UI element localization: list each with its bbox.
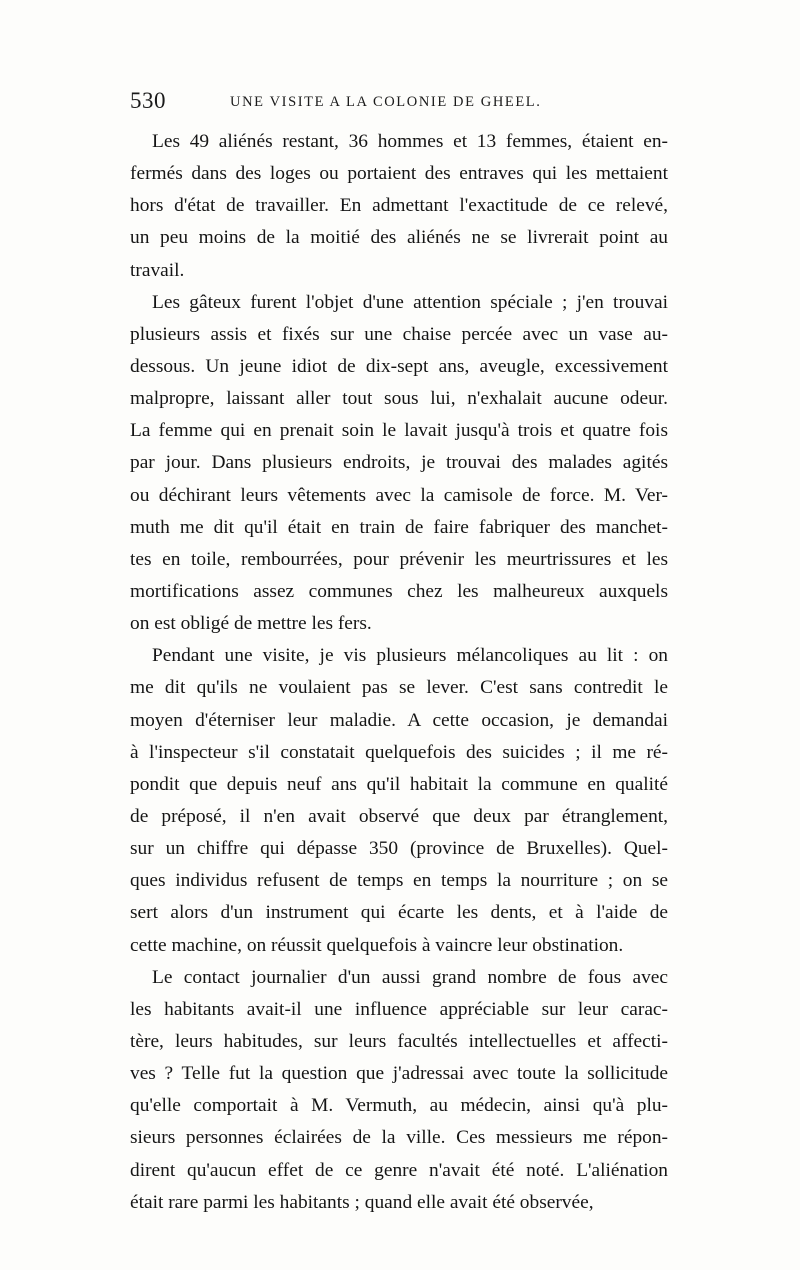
paragraph	[130, 640, 668, 961]
text-line: dirent qu'aucun effet de ce genre n'avait été noté. L'aliénation	[130, 1159, 668, 1181]
text-line: Les 49 aliénés restant, 36 hommes et 13 femmes, étaient en-	[152, 131, 668, 152]
text-line: de préposé, il n'en avait observé que deux par étranglement,	[130, 805, 668, 827]
paragraph	[130, 287, 668, 641]
text-line: tes en toile, rembourrées, pour prévenir les meurtrissures et les	[130, 548, 668, 570]
text-line: sert alors d'un instrument qui écarte les dents, et à l'aide de	[130, 902, 668, 924]
text-line: travail.	[130, 259, 185, 281]
body-text	[130, 126, 668, 1219]
text-line: par jour. Dans plusieurs endroits, je trouvai des malades agités	[130, 452, 668, 474]
text-line: tère, leurs habitudes, sur leurs facultés intellectuelles et affecti-	[130, 1030, 668, 1052]
text-line: ques individus refusent de temps en temps la nourriture ; on se	[130, 870, 668, 892]
page-number: 530	[130, 88, 166, 113]
text-line: La femme qui en prenait soin le lavait jusqu'à trois et quatre fois	[130, 420, 668, 442]
text-line: était rare parmi les habitants ; quand elle avait été observée,	[130, 1191, 594, 1213]
text-line: moyen d'éterniser leur maladie. A cette occasion, je demandai	[130, 709, 668, 731]
running-title: UNE VISITE A LA COLONIE DE GHEEL.	[230, 94, 542, 110]
text-line: fermés dans des loges ou portaient des entraves qui les mettaient	[130, 163, 668, 185]
text-line: ves ? Telle fut la question que j'adressai avec toute la sollicitude	[130, 1063, 668, 1085]
text-line: hors d'état de travailler. En admettant l'exactitude de ce relevé,	[130, 195, 668, 217]
text-line: qu'elle comportait à M. Vermuth, au médecin, ainsi qu'à plu-	[130, 1095, 668, 1117]
text-line: un peu moins de la moitié des aliénés ne se livrerait point au	[130, 227, 668, 249]
text-line: plusieurs assis et fixés sur une chaise percée avec un vase au-	[130, 323, 668, 345]
paragraph	[130, 962, 668, 1219]
text-line: mortifications assez communes chez les malheureux auxquels	[130, 580, 668, 602]
paragraph	[130, 126, 668, 287]
page-header	[130, 88, 670, 118]
text-line: Le contact journalier d'un aussi grand nombre de fous avec	[152, 966, 668, 988]
text-line: à l'inspecteur s'il constatait quelquefois des suicides ; il me ré-	[130, 741, 668, 763]
text-line: les habitants avait-il une influence appréciable sur leur carac-	[130, 998, 668, 1020]
text-line: Pendant une visite, je vis plusieurs mélancoliques au lit : on	[152, 645, 668, 667]
text-line: pondit que depuis neuf ans qu'il habitait la commune en qualité	[130, 773, 668, 795]
text-line: ou déchirant leurs vêtements avec la camisole de force. M. Ver-	[130, 484, 668, 506]
text-line: dessous. Un jeune idiot de dix-sept ans, aveugle, excessivement	[130, 355, 668, 377]
text-line: Les gâteux furent l'objet d'une attention spéciale ; j'en trouvai	[152, 291, 668, 313]
text-line: malpropre, laissant aller tout sous lui, n'exhalait aucune odeur.	[130, 388, 668, 410]
text-line: sieurs personnes éclairées de la ville. Ces messieurs me répon-	[130, 1127, 668, 1149]
text-line: muth me dit qu'il était en train de faire fabriquer des manchet-	[130, 516, 668, 538]
text-line: sur un chiffre qui dépasse 350 (province de Bruxelles). Quel-	[130, 838, 668, 860]
text-line: cette machine, on réussit quelquefois à vaincre leur obstination.	[130, 934, 624, 956]
text-line: me dit qu'ils ne voulaient pas se lever. C'est sans contredit le	[130, 677, 668, 699]
text-line: on est obligé de mettre les fers.	[130, 613, 372, 635]
